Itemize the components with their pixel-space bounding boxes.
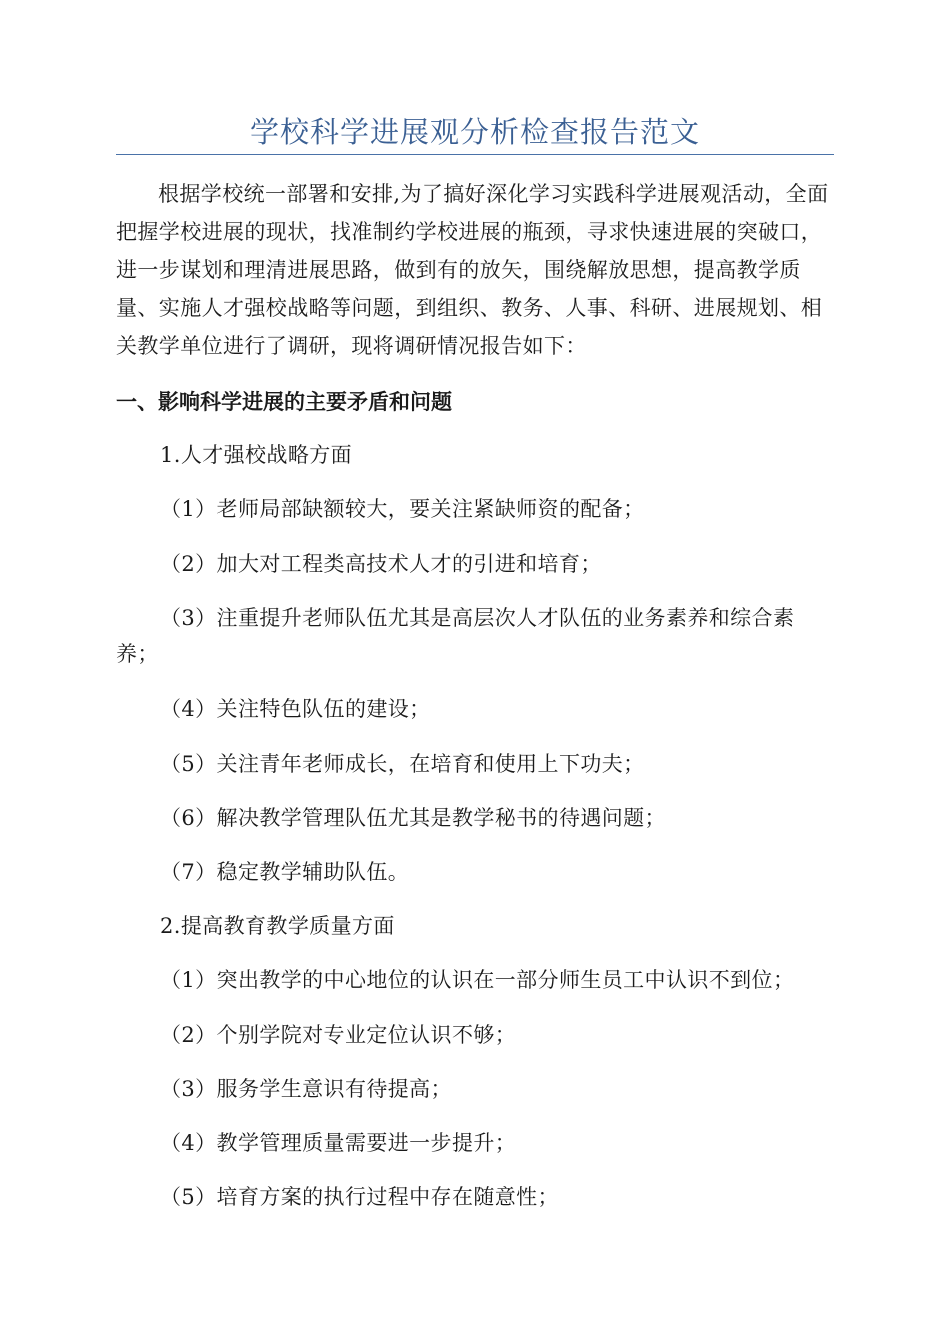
list-item: （3）注重提升老师队伍尤其是高层次人才队伍的业务素养和综合素养； (116, 606, 795, 666)
section-heading: 一、影响科学进展的主要矛盾和问题 (116, 390, 452, 414)
list-item: （2）个别学院对专业定位认识不够； (160, 1023, 517, 1047)
list-item: （4）关注特色队伍的建设； (160, 697, 431, 721)
list-item: （1）突出教学的中心地位的认识在一部分师生员工中认识不到位； (160, 968, 795, 992)
list-item: （3）服务学生意识有待提高； (160, 1077, 452, 1101)
document-title: 学校科学进展观分析检查报告范文 (249, 115, 700, 149)
title-underline (116, 154, 834, 155)
list-item: （1）老师局部缺额较大，要关注紧缺师资的配备； (160, 497, 645, 521)
list-item: （5）关注青年老师成长，在培育和使用上下功夫； (160, 752, 645, 776)
list-item: （5）培育方案的执行过程中存在随意性； (160, 1185, 559, 1209)
list-item: （7）稳定教学辅助队伍。 (160, 860, 410, 884)
subsection-title: 1.人才强校战略方面 (160, 443, 353, 467)
list-item: （6）解决教学管理队伍尤其是教学秘书的待遇问题； (160, 806, 666, 830)
list-item: （2）加大对工程类高技术人才的引进和培育； (160, 552, 602, 576)
intro-paragraph: 根据学校统一部署和安排,为了搞好深化学习实践科学进展观活动，全面把握学校进展的现状，找准制约学校进展的瓶颈，寻求快速进展的突破口，进一步谋划和理清进展思路，做到有的放矢，围绕解放思想，提高教学质量、实施人才强校战略等问题，到组织、教务、人事、科研、进展规划、相关教学单位进行了调研，现将调研情况报告如下： (116, 182, 829, 358)
subsection-title: 2.提高教育教学质量方面 (160, 914, 395, 938)
list-item: （4）教学管理质量需要进一步提升； (160, 1131, 517, 1155)
